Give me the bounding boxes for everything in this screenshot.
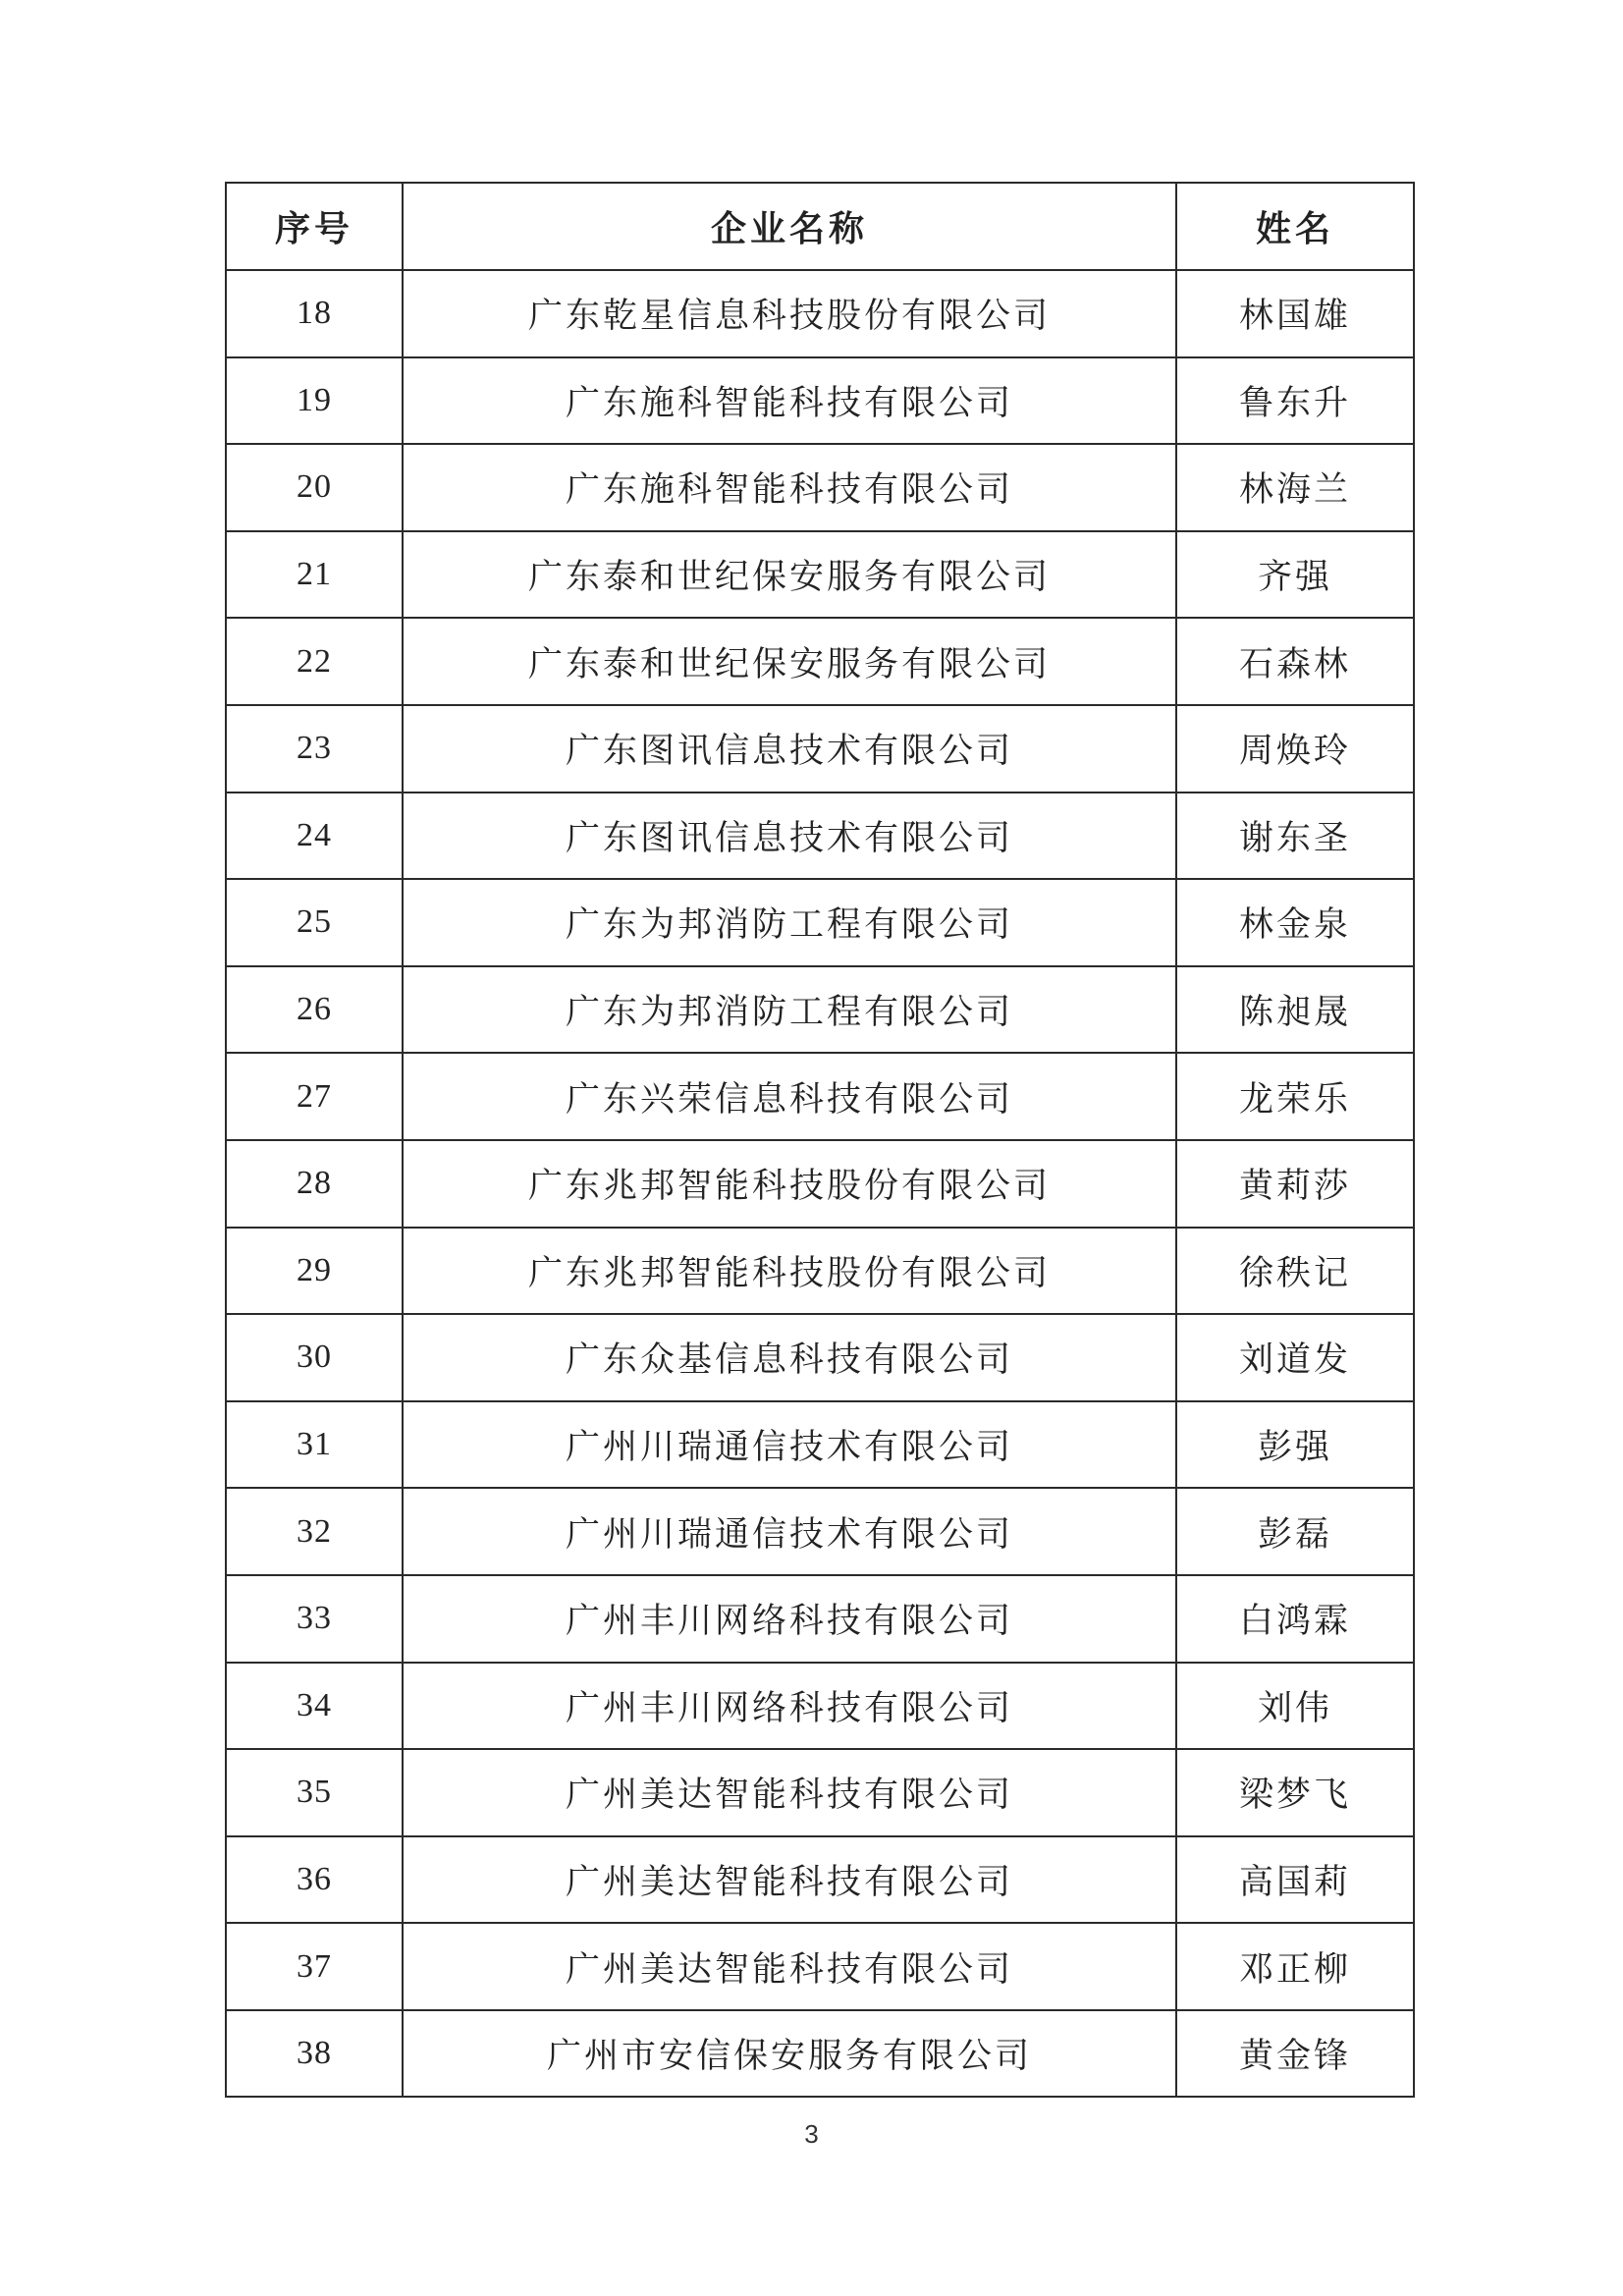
cell-serial-number: 27 <box>226 1053 403 1140</box>
table-row <box>226 618 1414 705</box>
cell-serial-number: 38 <box>226 2010 403 2098</box>
table-row <box>226 444 1414 531</box>
table-body <box>226 270 1414 2097</box>
cell-company-name: 广州川瑞通信技术有限公司 <box>403 1401 1176 1489</box>
cell-company-name: 广州美达智能科技有限公司 <box>403 1749 1176 1836</box>
cell-company-name: 广州丰川网络科技有限公司 <box>403 1575 1176 1663</box>
cell-person-name: 高国莉 <box>1176 1836 1414 1924</box>
table-row <box>226 270 1414 357</box>
table-row <box>226 1053 1414 1140</box>
table-row <box>226 1575 1414 1663</box>
cell-company-name: 广东施科智能科技有限公司 <box>403 444 1176 531</box>
cell-serial-number: 37 <box>226 1923 403 2010</box>
cell-person-name: 陈昶晟 <box>1176 966 1414 1054</box>
table-row <box>226 793 1414 880</box>
cell-serial-number: 19 <box>226 357 403 445</box>
cell-person-name: 林国雄 <box>1176 270 1414 357</box>
cell-person-name: 谢东圣 <box>1176 793 1414 880</box>
cell-person-name: 徐秩记 <box>1176 1228 1414 1315</box>
table-row <box>226 531 1414 619</box>
cell-company-name: 广东兆邦智能科技股份有限公司 <box>403 1228 1176 1315</box>
cell-company-name: 广东施科智能科技有限公司 <box>403 357 1176 445</box>
cell-serial-number: 28 <box>226 1140 403 1228</box>
cell-person-name: 梁梦飞 <box>1176 1749 1414 1836</box>
table-row <box>226 1314 1414 1401</box>
cell-serial-number: 34 <box>226 1663 403 1750</box>
table-row <box>226 357 1414 445</box>
table-row <box>226 1488 1414 1575</box>
table-row <box>226 879 1414 966</box>
cell-serial-number: 25 <box>226 879 403 966</box>
cell-company-name: 广东乾星信息科技股份有限公司 <box>403 270 1176 357</box>
table-row <box>226 1663 1414 1750</box>
cell-person-name: 刘伟 <box>1176 1663 1414 1750</box>
cell-company-name: 广州市安信保安服务有限公司 <box>403 2010 1176 2098</box>
table-row <box>226 2010 1414 2098</box>
cell-serial-number: 33 <box>226 1575 403 1663</box>
cell-company-name: 广东图讯信息技术有限公司 <box>403 705 1176 793</box>
cell-person-name: 林金泉 <box>1176 879 1414 966</box>
cell-person-name: 龙荣乐 <box>1176 1053 1414 1140</box>
cell-serial-number: 35 <box>226 1749 403 1836</box>
cell-person-name: 石森林 <box>1176 618 1414 705</box>
cell-company-name: 广东泰和世纪保安服务有限公司 <box>403 531 1176 619</box>
cell-serial-number: 23 <box>226 705 403 793</box>
cell-company-name: 广州美达智能科技有限公司 <box>403 1923 1176 2010</box>
header-person-name: 姓名 <box>1176 183 1414 270</box>
table-row <box>226 1749 1414 1836</box>
cell-company-name: 广东兆邦智能科技股份有限公司 <box>403 1140 1176 1228</box>
cell-company-name: 广东为邦消防工程有限公司 <box>403 966 1176 1054</box>
cell-company-name: 广东为邦消防工程有限公司 <box>403 879 1176 966</box>
cell-person-name: 白鸿霖 <box>1176 1575 1414 1663</box>
table-row <box>226 705 1414 793</box>
cell-serial-number: 22 <box>226 618 403 705</box>
cell-person-name: 邓正柳 <box>1176 1923 1414 2010</box>
cell-person-name: 齐强 <box>1176 531 1414 619</box>
header-company-name: 企业名称 <box>403 183 1176 270</box>
cell-serial-number: 32 <box>226 1488 403 1575</box>
page-number: 3 <box>804 2119 819 2149</box>
table-header-row <box>226 183 1414 270</box>
cell-person-name: 黄莉莎 <box>1176 1140 1414 1228</box>
cell-company-name: 广东图讯信息技术有限公司 <box>403 793 1176 880</box>
cell-serial-number: 30 <box>226 1314 403 1401</box>
cell-person-name: 刘道发 <box>1176 1314 1414 1401</box>
table-row <box>226 1140 1414 1228</box>
cell-company-name: 广州美达智能科技有限公司 <box>403 1836 1176 1924</box>
cell-serial-number: 29 <box>226 1228 403 1315</box>
cell-serial-number: 18 <box>226 270 403 357</box>
table-row <box>226 1401 1414 1489</box>
cell-company-name: 广州川瑞通信技术有限公司 <box>403 1488 1176 1575</box>
cell-serial-number: 24 <box>226 793 403 880</box>
cell-serial-number: 21 <box>226 531 403 619</box>
cell-person-name: 鲁东升 <box>1176 357 1414 445</box>
cell-company-name: 广东众基信息科技有限公司 <box>403 1314 1176 1401</box>
table-row <box>226 1228 1414 1315</box>
table-row <box>226 966 1414 1054</box>
cell-person-name: 林海兰 <box>1176 444 1414 531</box>
personnel-table <box>225 182 1415 2098</box>
table-row <box>226 1836 1414 1924</box>
cell-person-name: 黄金锋 <box>1176 2010 1414 2098</box>
header-serial-number: 序号 <box>226 183 403 270</box>
cell-person-name: 彭磊 <box>1176 1488 1414 1575</box>
cell-person-name: 周焕玲 <box>1176 705 1414 793</box>
cell-company-name: 广东泰和世纪保安服务有限公司 <box>403 618 1176 705</box>
cell-serial-number: 36 <box>226 1836 403 1924</box>
cell-serial-number: 26 <box>226 966 403 1054</box>
cell-company-name: 广东兴荣信息科技有限公司 <box>403 1053 1176 1140</box>
cell-person-name: 彭强 <box>1176 1401 1414 1489</box>
cell-serial-number: 31 <box>226 1401 403 1489</box>
cell-company-name: 广州丰川网络科技有限公司 <box>403 1663 1176 1750</box>
cell-serial-number: 20 <box>226 444 403 531</box>
table-row <box>226 1923 1414 2010</box>
